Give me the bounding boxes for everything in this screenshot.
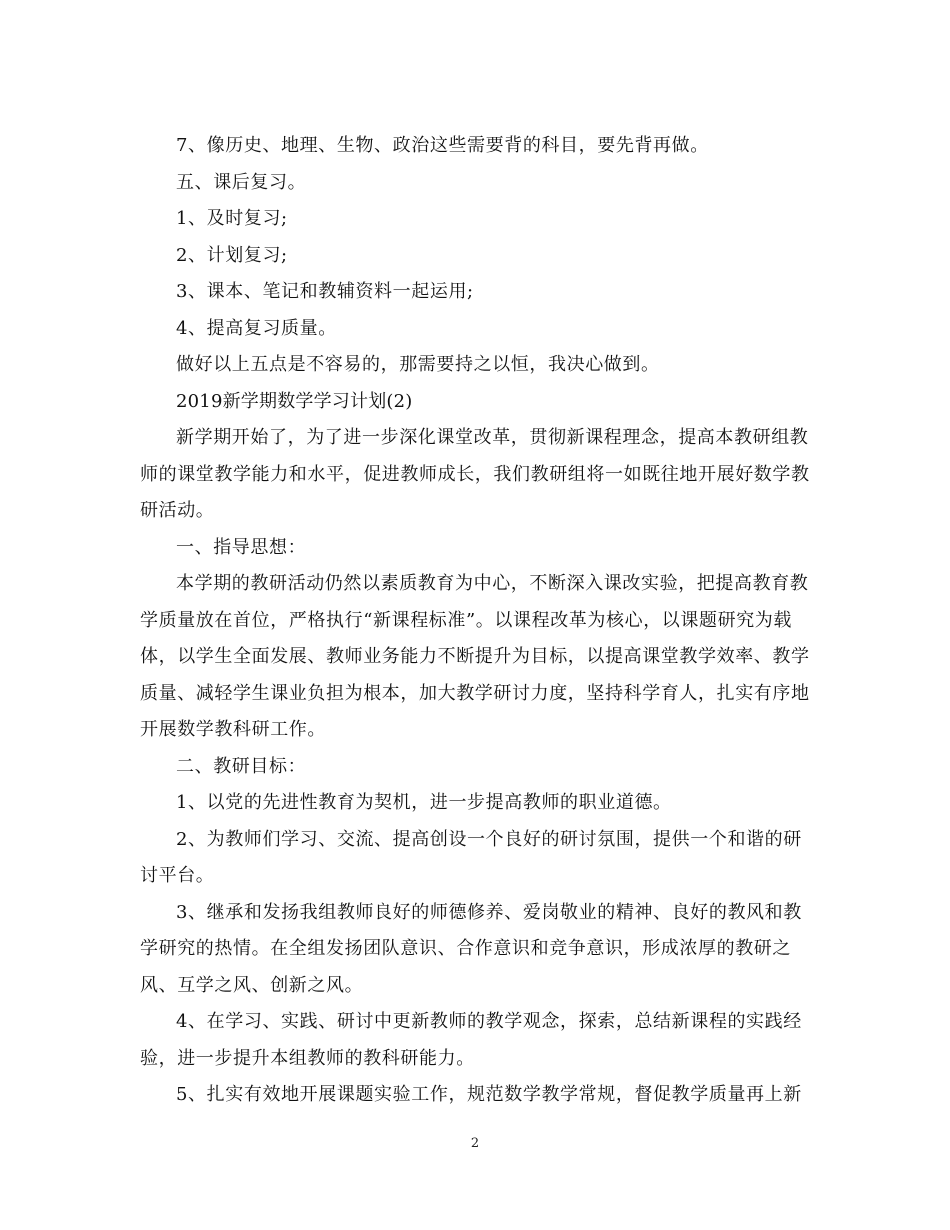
paragraph: 7、像历史、地理、生物、政治这些需要背的科目，要先背再做。 [176, 135, 709, 156]
document-subtitle: 2019新学期数学学习计划(2) [176, 390, 413, 412]
section-heading: 二、教研目标： [176, 755, 307, 777]
section-heading: 一、指导思想： [176, 536, 307, 558]
paragraph: 做好以上五点是不容易的，那需要持之以恒，我决心做到。 [176, 354, 660, 375]
list-item: 2、计划复习; [176, 244, 288, 266]
list-item: 2、为教师们学习、交流、提高创设一个良好的研讨氛围，提供一个和谐的研讨平台。 [140, 828, 802, 886]
list-item: 5、扎实有效地开展课题实验工作，规范数学教学常规，督促教学质量再上新 [176, 1084, 802, 1105]
list-item: 4、提高复习质量。 [176, 317, 337, 339]
list-item: 3、课本、笔记和教辅资料一起运用; [176, 281, 474, 302]
page-number: 2 [470, 1136, 480, 1151]
list-item: 4、在学习、实践、研讨中更新教师的教学观念，探索，总结新课程的实践经验，进一步提升本组教师的教科研能力。 [140, 1011, 802, 1069]
section-heading: 五、课后复习。 [176, 171, 307, 193]
document-body [140, 128, 816, 1114]
paragraph: 新学期开始了，为了进一步深化课堂改革，贯彻新课程理念，提高本教研组教师的课堂教学能力和水平，促进教师成长，我们教研组将一如既往地开展好数学教研活动。 [140, 427, 810, 521]
list-item: 1、以党的先进性教育为契机，进一步提高教师的职业道德。 [176, 792, 672, 813]
list-item: 3、继承和发扬我组教师良好的师德修养、爱岗敬业的精神、良好的教风和教学研究的热情。在全组发扬团队意识、合作意识和竞争意识，形成浓厚的教研之风、互学之风、创新之风。 [140, 901, 802, 996]
paragraph: 本学期的教研活动仍然以素质教育为中心，不断深入课改实验，把提高教育教学质量放在首位，严格执行“新课程标准”。以课程改革为核心，以课题研究为载体，以学生全面发展、教师业务能力不断提升为目标，以提高课堂教学效率、教学质量、减轻学生课业负担为根本，加大教学研讨力度，坚持科学育人，扎实有序地开展数学教科研工作。 [140, 573, 810, 740]
list-item: 1、及时复习; [176, 208, 288, 229]
